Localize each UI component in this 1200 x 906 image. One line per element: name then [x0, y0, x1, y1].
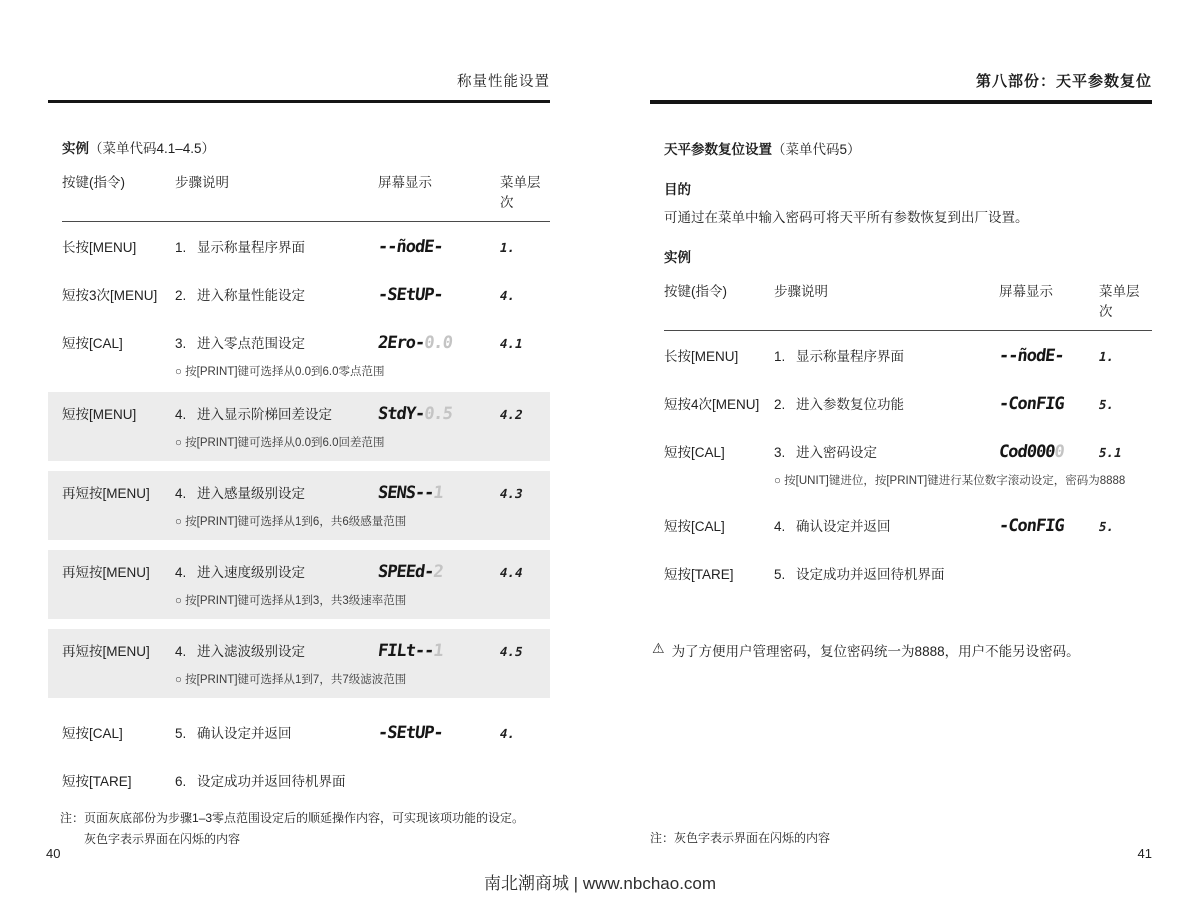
menu-level: 4.2 — [498, 407, 525, 422]
col-header-level: 菜单层次 — [500, 175, 541, 210]
right-table-body — [664, 331, 1152, 596]
note-line1: 灰色字表示界面在闪烁的内容 — [674, 831, 831, 845]
right-table-header — [664, 280, 1152, 331]
purpose-label: 目的 — [664, 182, 691, 197]
menu-level: 4.4 — [498, 565, 525, 580]
step-subnote: ○ 按[PRINT]键可选择从1到6，共6级感量范围 — [175, 516, 407, 528]
left-page — [48, 70, 550, 803]
table-row — [48, 629, 550, 698]
warning-note — [652, 640, 1152, 660]
table-row — [48, 392, 550, 461]
note-line1: 页面灰底部份为步骤1–3零点范围设定后的顺延操作内容，可实现该项功能的设定。 — [84, 811, 525, 825]
left-section-title — [62, 137, 550, 157]
step-description — [175, 403, 378, 423]
step-description — [774, 393, 999, 413]
col-header-key: 按键(指令) — [664, 284, 727, 299]
right-table — [664, 280, 1152, 596]
page-number-left: 40 — [46, 846, 61, 861]
key-command: 短按[TARE] — [62, 774, 132, 789]
screen-display: Cod0000 — [997, 442, 1065, 462]
step-description — [774, 345, 999, 365]
step-subnote: ○ 按[PRINT]键可选择从1到7，共7级滤波范围 — [175, 674, 407, 686]
step-text: 进入速度级别设定 — [197, 565, 305, 580]
step-number: 4. — [175, 486, 187, 501]
table-row — [48, 550, 550, 619]
step-description — [774, 441, 999, 461]
menu-code-range: （菜单代码4.1–4.5） — [89, 141, 216, 156]
step-number: 1. — [774, 349, 786, 364]
col-header-step: 步骤说明 — [774, 284, 828, 299]
key-command: 短按[CAL] — [62, 336, 123, 351]
key-command: 短按[CAL] — [664, 445, 725, 460]
step-subnote: ○ 按[PRINT]键可选择从0.0到6.0回差范围 — [175, 437, 385, 449]
step-text: 显示称量程序界面 — [197, 240, 305, 255]
menu-level: 5. — [1097, 519, 1116, 534]
table-row — [664, 379, 1152, 427]
col-header-display: 屏幕显示 — [999, 284, 1053, 299]
warning-icon: ⚠ — [652, 640, 665, 656]
left-table — [62, 171, 550, 803]
table-row — [62, 756, 550, 803]
screen-display: -SEtUP- — [376, 723, 444, 743]
step-text: 设定成功并返回待机界面 — [197, 774, 346, 789]
step-number: 2. — [175, 288, 187, 303]
step-description — [774, 563, 999, 583]
col-header-step: 步骤说明 — [175, 175, 229, 190]
screen-display: 2Ero-0.0 — [376, 333, 454, 353]
footer-brand: 南北潮商城 | www.nbchao.com — [483, 874, 717, 893]
step-number: 6. — [175, 774, 187, 789]
screen-display: SENS--1 — [376, 483, 444, 503]
col-header-display: 屏幕显示 — [378, 175, 432, 190]
screen-display: -SEtUP- — [376, 285, 444, 305]
step-number: 5. — [175, 726, 187, 741]
step-number: 3. — [175, 336, 187, 351]
step-text: 进入称量性能设定 — [197, 288, 305, 303]
reset-setup-label: 天平参数复位设置 — [664, 142, 772, 157]
step-text: 进入滤波级别设定 — [197, 644, 305, 659]
left-running-header: 称量性能设置 — [48, 70, 550, 103]
right-page — [650, 70, 1152, 660]
step-description — [175, 332, 378, 352]
step-number: 4. — [175, 644, 187, 659]
menu-level: 4.1 — [498, 336, 525, 351]
key-command: 短按[CAL] — [62, 726, 123, 741]
step-number: 4. — [774, 519, 786, 534]
step-description — [175, 284, 378, 304]
menu-level: 5. — [1097, 397, 1116, 412]
warning-text: 为了方便用户管理密码，复位密码统一为8888，用户不能另设密码。 — [671, 644, 1080, 659]
menu-level: 4. — [498, 726, 517, 741]
step-description — [175, 482, 378, 502]
step-text: 进入感量级别设定 — [197, 486, 305, 501]
screen-display: SPEEd-2 — [376, 562, 444, 582]
step-description — [175, 722, 378, 742]
key-command: 长按[MENU] — [62, 240, 137, 255]
step-number: 2. — [774, 397, 786, 412]
table-row — [664, 331, 1152, 379]
menu-level: 5.1 — [1097, 445, 1124, 460]
note-label: 注： — [650, 831, 675, 845]
screen-display: StdY-0.5 — [376, 404, 454, 424]
key-command: 短按[CAL] — [664, 519, 725, 534]
step-description — [175, 640, 378, 660]
note-label: 注： — [60, 811, 85, 825]
table-row — [664, 549, 1152, 596]
table-row — [664, 501, 1152, 549]
step-subnote: ○ 按[PRINT]键可选择从0.0到6.0零点范围 — [175, 366, 385, 378]
key-command: 再短按[MENU] — [62, 486, 150, 501]
step-description — [175, 236, 378, 256]
note-line2: 灰色字表示界面在闪烁的内容 — [84, 832, 241, 846]
screen-display: -ConFIG — [997, 394, 1065, 414]
step-number: 1. — [175, 240, 187, 255]
table-row — [62, 222, 550, 270]
col-header-key: 按键(指令) — [62, 175, 125, 190]
key-command: 短按3次[MENU] — [62, 288, 158, 303]
step-text: 进入密码设定 — [796, 445, 877, 460]
example-label: 实例 — [62, 141, 89, 156]
step-number: 5. — [774, 567, 786, 582]
menu-level: 1. — [498, 240, 517, 255]
step-subnote: ○ 按[UNIT]键进位，按[PRINT]键进行某位数字滚动设定，密码为8888 — [774, 475, 1126, 487]
menu-level: 4.3 — [498, 486, 525, 501]
screen-display: --ñodE- — [376, 237, 444, 257]
step-number: 3. — [774, 445, 786, 460]
menu-level: 1. — [1097, 349, 1116, 364]
menu-level: 4. — [498, 288, 517, 303]
left-table-body — [62, 222, 550, 803]
right-running-header: 第八部份：天平参数复位 — [650, 70, 1152, 104]
step-text: 进入参数复位功能 — [796, 397, 904, 412]
step-number: 4. — [175, 407, 187, 422]
left-footnote — [60, 808, 524, 850]
step-text: 确认设定并返回 — [796, 519, 891, 534]
step-text: 进入显示阶梯回差设定 — [197, 407, 332, 422]
step-text: 设定成功并返回待机界面 — [796, 567, 945, 582]
menu-code: （菜单代码5） — [772, 142, 861, 157]
screen-display: -ConFIG — [997, 516, 1065, 536]
key-command: 短按[MENU] — [62, 407, 137, 422]
step-number: 4. — [175, 565, 187, 580]
step-subnote: ○ 按[PRINT]键可选择从1到3，共3级速率范围 — [175, 595, 407, 607]
key-command: 短按[TARE] — [664, 567, 734, 582]
col-header-level: 菜单层次 — [1099, 284, 1140, 319]
key-command: 短按4次[MENU] — [664, 397, 760, 412]
left-table-header — [62, 171, 550, 222]
page-number-right: 41 — [1137, 846, 1152, 861]
step-description — [175, 561, 378, 581]
key-command: 再短按[MENU] — [62, 565, 150, 580]
step-description — [774, 515, 999, 535]
table-row — [664, 427, 1152, 501]
key-command: 长按[MENU] — [664, 349, 739, 364]
example-label: 实例 — [664, 250, 691, 265]
step-text: 显示称量程序界面 — [796, 349, 904, 364]
step-description — [175, 770, 378, 790]
key-command: 再短按[MENU] — [62, 644, 150, 659]
step-text: 进入零点范围设定 — [197, 336, 305, 351]
table-row — [62, 708, 550, 756]
step-text: 确认设定并返回 — [197, 726, 292, 741]
screen-display: --ñodE- — [997, 346, 1065, 366]
table-row — [48, 471, 550, 540]
table-row — [62, 270, 550, 318]
table-row — [62, 318, 550, 392]
right-footnote — [650, 828, 830, 849]
right-section-title — [664, 138, 1152, 158]
menu-level: 4.5 — [498, 644, 525, 659]
screen-display: FILt--1 — [376, 641, 444, 661]
purpose-text: 可通过在菜单中输入密码可将天平所有参数恢复到出厂设置。 — [664, 210, 1029, 225]
